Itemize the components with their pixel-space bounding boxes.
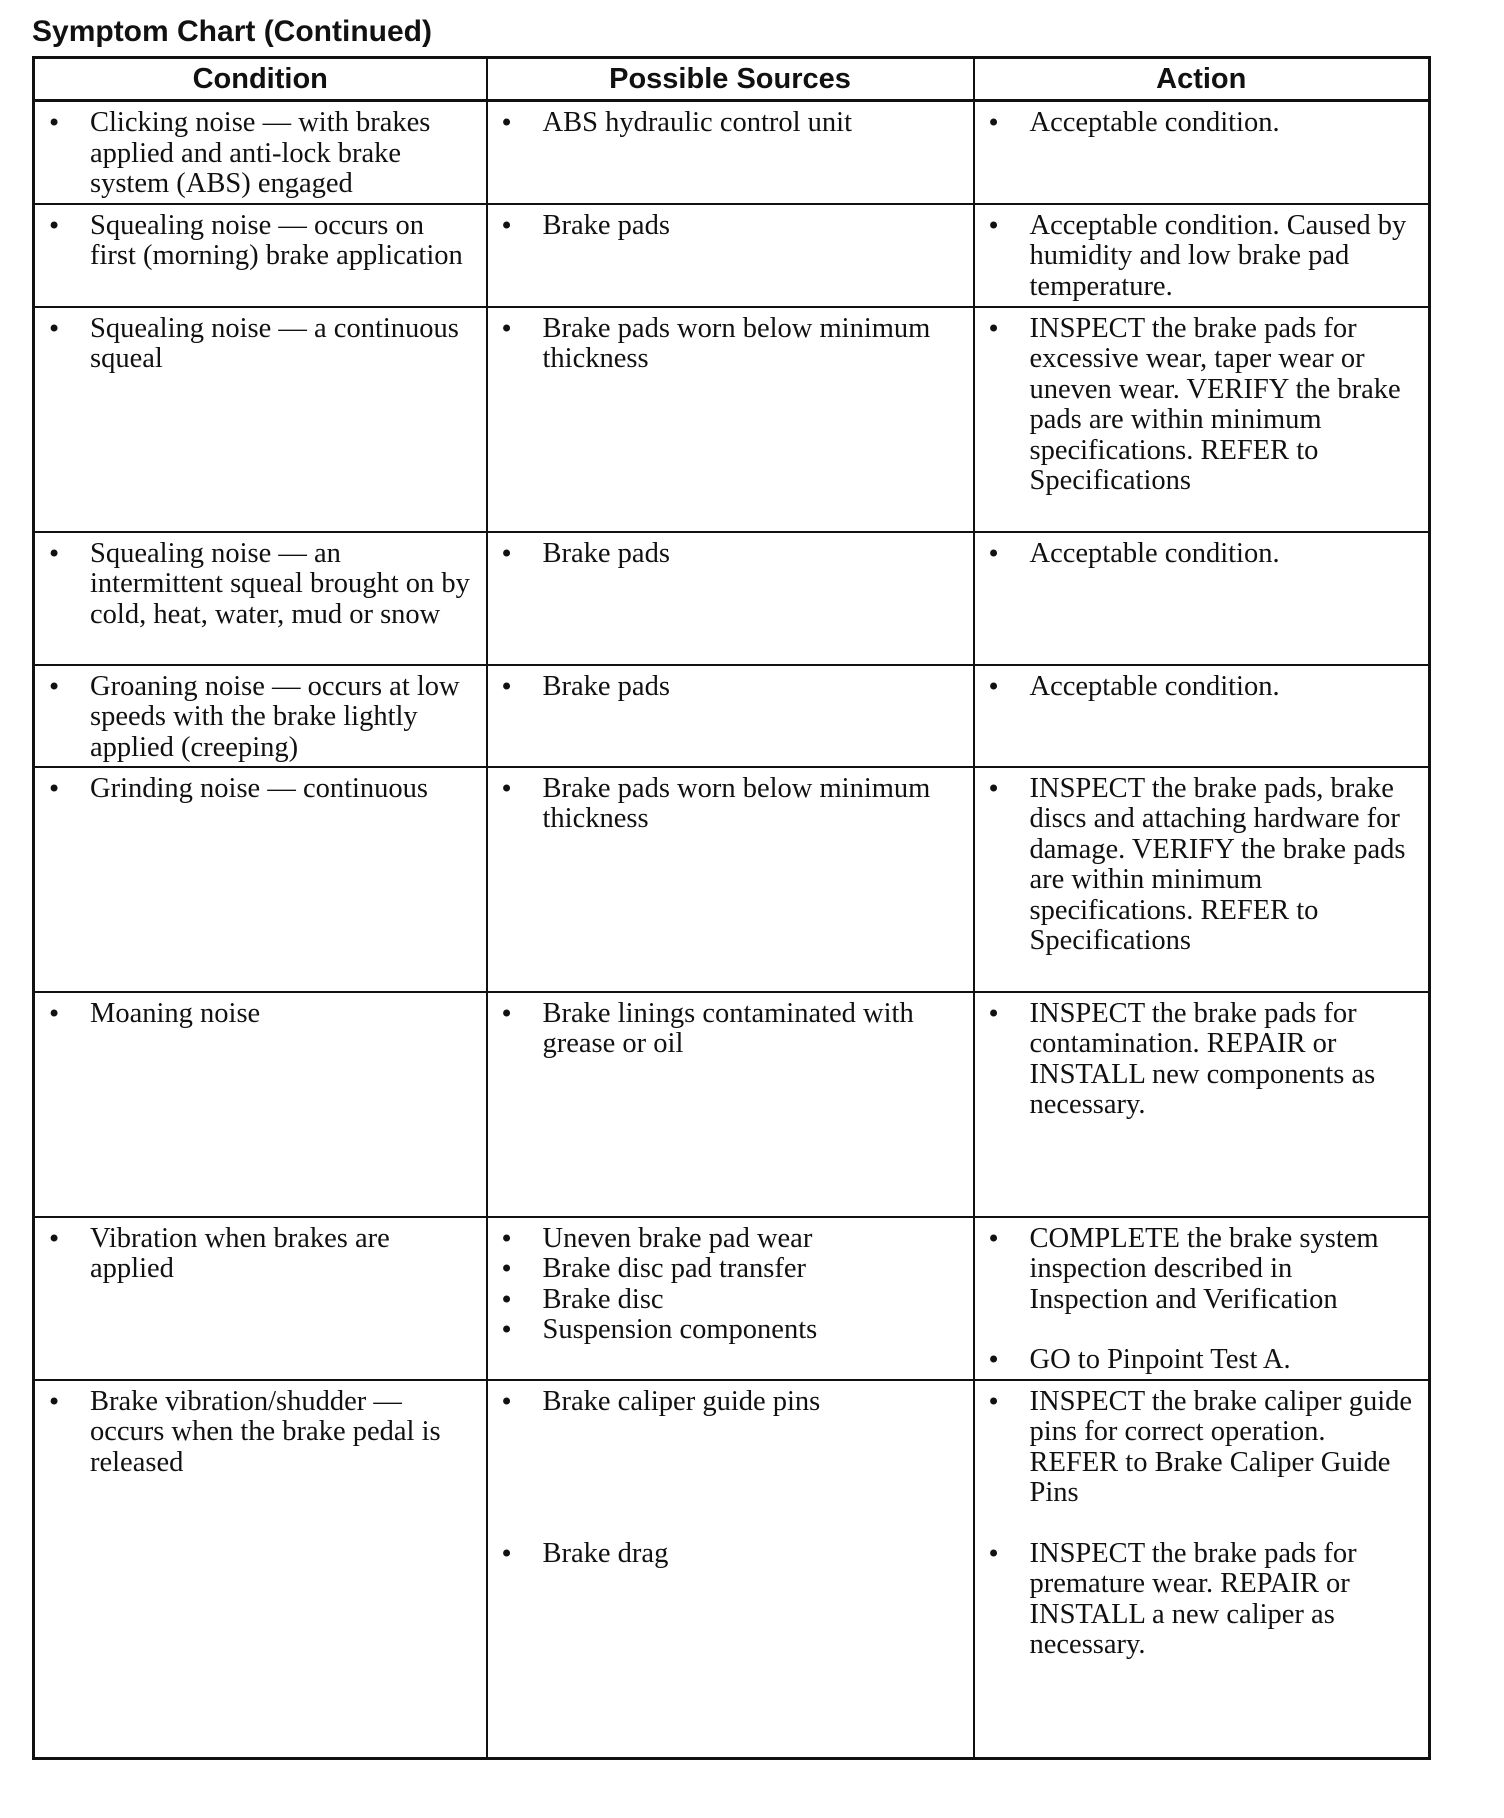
table-header-row xyxy=(34,58,1430,101)
source-item: • Brake pads worn below minimum thickness xyxy=(488,774,963,835)
action-cell xyxy=(974,204,1430,307)
source-item: • Brake pads xyxy=(488,211,963,242)
source-item: • Brake disc pad transfer xyxy=(488,1254,963,1285)
source-item: • ABS hydraulic control unit xyxy=(488,108,963,139)
condition-cell xyxy=(34,992,487,1217)
source-item: • Brake disc xyxy=(488,1285,963,1316)
action-item: • Acceptable condition. xyxy=(975,108,1419,139)
action-item: • INSPECT the brake pads, brake discs and attaching hardware for damage. VERIFY the brake pads are within minimum specifications. REFER to Specifications xyxy=(975,774,1419,957)
table-row xyxy=(34,307,1430,532)
table-row xyxy=(34,1380,1430,1759)
action-item: • INSPECT the brake pads for premature wear. REPAIR or INSTALL a new caliper as necessary. xyxy=(975,1539,1419,1661)
table-row xyxy=(34,767,1430,992)
action-cell xyxy=(974,767,1430,992)
sources-cell xyxy=(487,307,974,532)
action-item: • INSPECT the brake pads for excessive wear, taper wear or uneven wear. VERIFY the brake pads are within minimum specifications. REFER to Specifications xyxy=(975,314,1419,497)
action-cell xyxy=(974,307,1430,532)
source-item: • Brake caliper guide pins xyxy=(488,1387,963,1418)
sources-cell xyxy=(487,1217,974,1380)
condition-cell xyxy=(34,307,487,532)
source-item: • Brake pads xyxy=(488,672,963,703)
action-item: • Acceptable condition. xyxy=(975,672,1419,703)
condition-item: • Squealing noise — a continuous squeal xyxy=(35,314,476,375)
sources-cell xyxy=(487,204,974,307)
condition-cell xyxy=(34,767,487,992)
condition-item: • Groaning noise — occurs at low speeds with the brake lightly applied (creeping) xyxy=(35,672,476,764)
action-item: • INSPECT the brake caliper guide pins for correct operation. REFER to Brake Caliper Guide Pins xyxy=(975,1387,1419,1509)
action-cell xyxy=(974,992,1430,1217)
table-row xyxy=(34,532,1430,665)
sources-cell xyxy=(487,992,974,1217)
page-title: Symptom Chart (Continued) xyxy=(32,15,432,48)
sources-cell xyxy=(487,665,974,767)
condition-item: • Grinding noise — continuous xyxy=(35,774,476,805)
table-row xyxy=(34,992,1430,1217)
action-cell xyxy=(974,532,1430,665)
table-row xyxy=(34,101,1430,204)
action-cell xyxy=(974,1217,1430,1380)
action-cell xyxy=(974,665,1430,767)
source-item: • Brake pads xyxy=(488,539,963,570)
condition-cell xyxy=(34,1380,487,1759)
column-header-condition: Condition xyxy=(34,58,487,101)
condition-item: • Squealing noise — an intermittent squeal brought on by cold, heat, water, mud or snow xyxy=(35,539,476,631)
condition-cell xyxy=(34,532,487,665)
table-row xyxy=(34,1217,1430,1380)
source-item: • Brake drag xyxy=(488,1539,963,1570)
action-item: • Acceptable condition. xyxy=(975,539,1419,570)
condition-cell xyxy=(34,665,487,767)
table-row xyxy=(34,665,1430,767)
action-item: • COMPLETE the brake system inspection described in Inspection and Verification xyxy=(975,1224,1419,1316)
action-item: • INSPECT the brake pads for contamination. REPAIR or INSTALL new components as necessary. xyxy=(975,999,1419,1121)
condition-item: • Moaning noise xyxy=(35,999,476,1030)
source-item: • Brake linings contaminated with grease or oil xyxy=(488,999,963,1060)
condition-cell xyxy=(34,204,487,307)
condition-item: • Clicking noise — with brakes applied and anti-lock brake system (ABS) engaged xyxy=(35,108,476,200)
action-item: • Acceptable condition. Caused by humidity and low brake pad temperature. xyxy=(975,211,1419,303)
column-header-possible-sources: Possible Sources xyxy=(487,58,974,101)
condition-item: • Vibration when brakes are applied xyxy=(35,1224,476,1285)
action-cell xyxy=(974,101,1430,204)
source-item: • Brake pads worn below minimum thickness xyxy=(488,314,963,375)
condition-item: • Squealing noise — occurs on first (morning) brake application xyxy=(35,211,476,272)
sources-cell xyxy=(487,101,974,204)
source-item: • Uneven brake pad wear xyxy=(488,1224,963,1255)
action-cell xyxy=(974,1380,1430,1759)
table-row xyxy=(34,204,1430,307)
column-header-action: Action xyxy=(974,58,1430,101)
sources-cell xyxy=(487,767,974,992)
condition-cell xyxy=(34,101,487,204)
sources-cell xyxy=(487,1380,974,1759)
action-item: • GO to Pinpoint Test A. xyxy=(975,1345,1419,1376)
condition-item: • Brake vibration/shudder — occurs when the brake pedal is released xyxy=(35,1387,476,1479)
source-item: • Suspension components xyxy=(488,1315,963,1346)
condition-cell xyxy=(34,1217,487,1380)
symptom-chart-table xyxy=(32,56,1431,1760)
sources-cell xyxy=(487,532,974,665)
